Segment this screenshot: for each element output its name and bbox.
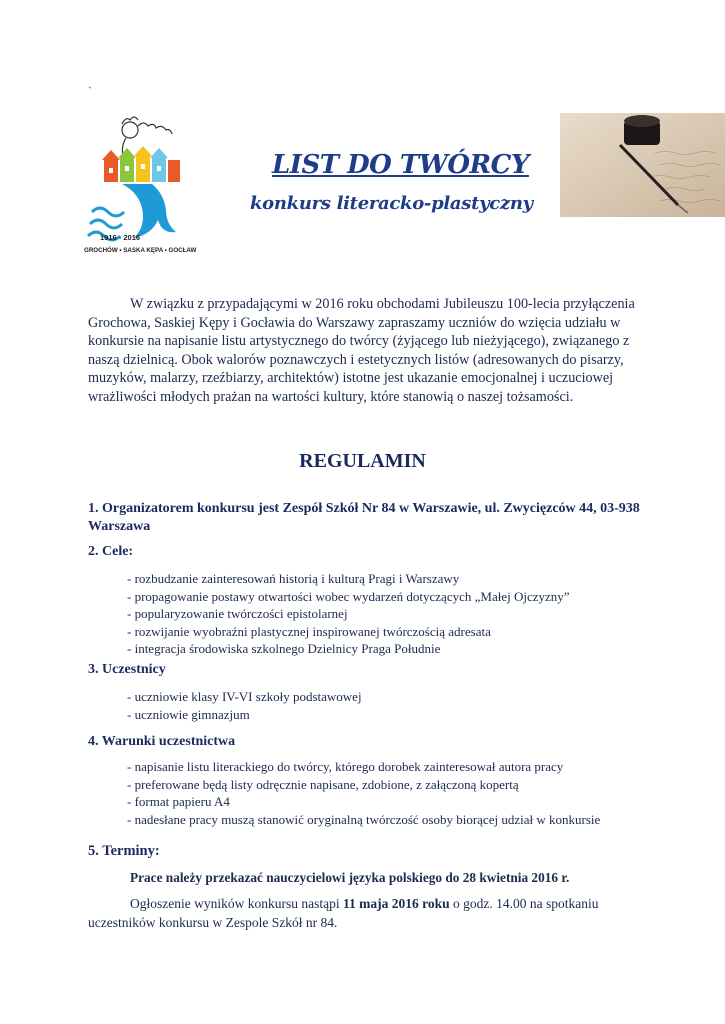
list-item: - nadesłane pracy muszą stanowić oryginalną twórczość osoby biorącej udział w konkursie [127, 811, 601, 827]
regulamin-heading: REGULAMIN [299, 450, 426, 472]
list-item: - popularyzowanie twórczości epistolarnej [127, 606, 348, 621]
list-item: - rozwijanie wyobraźni plastycznej inspirowanej twórczością adresata [127, 623, 491, 639]
goals-heading: 2. Cele: [88, 544, 134, 559]
results-text-after: o godz. 14.00 na spotkaniu uczestników konkursu w Zespole Szkół nr 84. [88, 896, 599, 930]
list-item: - napisanie listu literackiego do twórcy, którego dorobek zainteresował autora pracy [127, 759, 564, 774]
intro-text: W związku z przypadającymi w 2016 roku obchodami Jubileuszu 100-lecia przyłączenia Grochowa, Saskiej Kępy i Gocławia do Warszawy zapraszamy uczniów do wzięcia udziału w konkursie na napisanie listu artystycznego do twórcy (żyjącego lub nieżyjącego), związanego z naszą dzielnicą. Obok walorów poznawczych i estetycznych listów (adresowanych do pisarzy, muzyków, malarzy, rzeźbiarzy, architektów) istotne jest ukazanie emocjonalnej i uczuciowej wrażliwości młodych prażan na wartości kultury, które stanowią o naszej tożsamości. [88, 296, 635, 405]
results-text-before: Ogłoszenie wyników konkursu nastąpi [130, 896, 343, 911]
page-title: LIST DO TWÓRCY [272, 150, 529, 180]
list-item: - integracja środowiska szkolnego Dzielnicy Praga Południe [127, 641, 441, 656]
list-item: - uczniowie klasy IV-VI szkoły podstawowej [127, 689, 362, 704]
logo-years: 1916 - 2016 [100, 233, 141, 242]
list-item: - uczniowie gimnazjum [127, 706, 250, 722]
logo-mermaid-tail [88, 184, 176, 240]
logo-houses [102, 146, 180, 182]
list-item: - preferowane będą listy odręcznie napisane, zdobione, z załączoną kopertą [127, 776, 519, 792]
conditions-list [127, 758, 600, 828]
list-item: - propagowanie postawy otwartości wobec wydarzeń dotyczących „Małej Ojczyzny” [127, 588, 570, 604]
conditions-heading: 4. Warunki uczestnictwa [88, 734, 236, 749]
logo-districts: GROCHÓW • SASKA KĘPA • GOCŁAW [84, 247, 197, 254]
goals-list [127, 570, 570, 658]
participants-heading: 3. Uczestnicy [88, 662, 166, 677]
inkwell-photo [560, 113, 725, 217]
results-date: 11 maja 2016 roku [342, 896, 450, 911]
deadline-text: Prace należy przekazać nauczycielowi języka polskiego do 28 kwietnia 2016 r. [130, 870, 570, 885]
participants-list [127, 688, 362, 723]
deadlines-heading: 5. Terminy: [88, 843, 160, 859]
intro-paragraph [88, 295, 638, 407]
list-item: - rozbudzanie zainteresowań historią i kulturą Pragi i Warszawy [127, 571, 460, 586]
stray-tick-mark: ` [88, 84, 92, 98]
results-paragraph [88, 894, 648, 932]
organizer-section: 1. Organizatorem konkursu jest Zespół Szkół Nr 84 w Warszawie, ul. Zwycięzców 44, 03-938 Warszawa [88, 501, 640, 534]
list-item: - format papieru A4 [127, 794, 230, 809]
page-subtitle: konkurs literacko-plastyczny [250, 193, 533, 214]
jubilee-logo [82, 112, 232, 262]
